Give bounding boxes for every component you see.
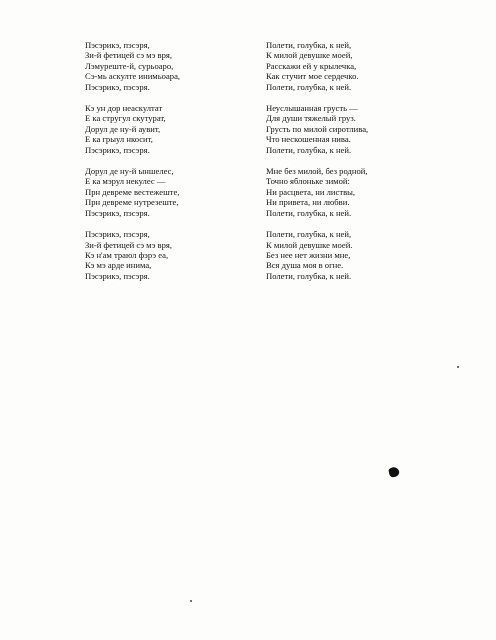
- stanza-3: [266, 166, 436, 218]
- stanza-3: [85, 166, 245, 218]
- poem-translation-column: [266, 40, 436, 292]
- verse-line: Е ка грыул нкосит,: [85, 134, 153, 145]
- scan-speck: [190, 600, 192, 602]
- verse-line: Полети, голубка, к ней.: [266, 207, 352, 218]
- verse-line: Зи-й фетицей сэ мэ вря,: [85, 50, 173, 61]
- poem-original-column: [85, 40, 245, 292]
- stanza-1: [266, 40, 436, 92]
- verse-line: Пэсэрикэ, пэсэря,: [85, 229, 150, 240]
- verse-line: Полети, голубка, к ней.: [266, 270, 352, 281]
- ink-blot-mark: [388, 466, 400, 478]
- verse-line: Прн девреме нутрезеште,: [85, 197, 179, 208]
- verse-line: Зи-й фетицей сэ мэ вря,: [85, 239, 173, 250]
- stanza-1: [85, 40, 245, 92]
- stanza-4: [266, 229, 436, 281]
- verse-line: Пэсэрикэ, пэсэря.: [85, 207, 150, 218]
- verse-line: Пэсэрикэ, пэсэря.: [85, 144, 150, 155]
- verse-line: Пэсэрикэ, пэсэря,: [85, 40, 150, 50]
- verse-line: Мне без милой, без родной,: [266, 166, 368, 177]
- verse-line: Без нее нет жизни мне,: [266, 249, 351, 260]
- verse-line: Лэмуреште-й, сурьоаро,: [85, 60, 174, 71]
- verse-line: Прн девреме вестежеште,: [85, 186, 180, 197]
- verse-line: Дорул де ну-й ыншелес,: [85, 166, 174, 177]
- verse-line: Точно яблоньке зимой:: [266, 176, 350, 187]
- verse-line: К милой девушке моей.: [266, 239, 353, 250]
- verse-line: Как стучит мое сердечко.: [266, 71, 359, 82]
- verse-line: Пэсэрикэ, пэсэря.: [85, 270, 150, 281]
- verse-line: Полети, голубка, к ней,: [266, 229, 352, 240]
- verse-line: Что нескошенная нива.: [266, 134, 351, 145]
- stanza-2: [85, 103, 245, 155]
- verse-line: Кэ ун дор неаскултат: [85, 103, 163, 114]
- verse-line: Сэ-мь аскулте инимьоара,: [85, 71, 181, 82]
- verse-line: Е ка стругул скутурат,: [85, 113, 166, 124]
- verse-line: Неуслышанная грусть —: [266, 103, 358, 114]
- verse-line: Полети, голубка, к ней.: [266, 144, 352, 155]
- verse-line: Кэ мэ арде инима,: [85, 260, 152, 271]
- verse-line: Ни расцвета, ни листвы,: [266, 186, 356, 197]
- verse-line: Вся душа моя в огне.: [266, 260, 344, 271]
- stanza-2: [266, 103, 436, 155]
- verse-line: Полети, голубка, к ней,: [266, 40, 352, 50]
- verse-line: К милой девушке моей,: [266, 50, 353, 61]
- verse-line: Дорул де ну-й аувит,: [85, 123, 161, 134]
- stanza-4: [85, 229, 245, 281]
- verse-line: Полети, голубка, к ней.: [266, 81, 352, 92]
- verse-line: Расскажи ей у крылечка,: [266, 60, 357, 71]
- verse-line: Ни привета, ни любви.: [266, 197, 350, 208]
- verse-line: Грусть по милой сиротлива,: [266, 123, 369, 134]
- verse-line: Е ка мэрул некулес —: [85, 176, 166, 187]
- scan-speck: [457, 366, 459, 368]
- verse-line: Для души тяжелый груз.: [266, 113, 356, 124]
- verse-line: Кэ н'ам траюл фэрэ еа,: [85, 249, 169, 260]
- verse-line: Пэсэрикэ, пэсэря.: [85, 81, 150, 92]
